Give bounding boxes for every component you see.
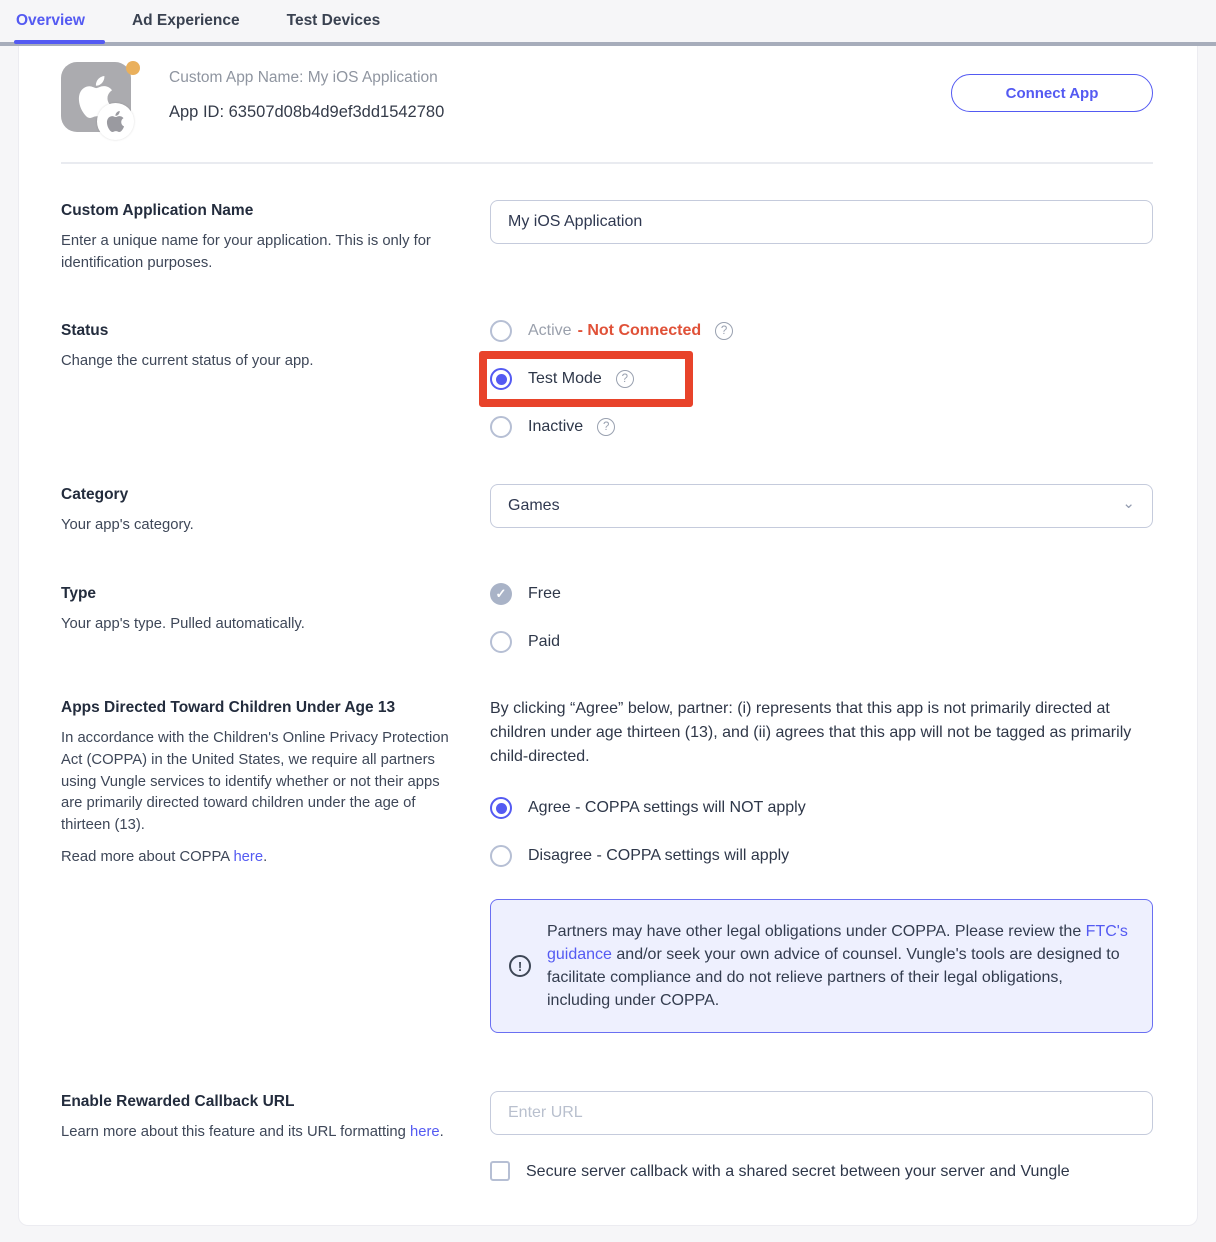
coppa-notice-box (490, 899, 1153, 1033)
custom-application-name-title: Custom Application Name (61, 202, 254, 219)
radio-button-test-mode[interactable] (490, 368, 512, 390)
help-icon[interactable]: ? (597, 418, 615, 436)
type-free-label: Free (528, 585, 561, 603)
coppa-description: In accordance with the Children's Online Privacy Protection Act (COPPA) in the United States, we require all partners using Vungle services to identify whether or not their apps are primarily directed toward children under the age of thirteen (13). (61, 729, 449, 834)
row-coppa (61, 697, 1153, 1033)
radio-button-paid[interactable] (490, 631, 512, 653)
custom-app-name-line: Custom App Name: My iOS Application (169, 69, 438, 86)
secure-callback-row (490, 1159, 1153, 1184)
status-option-inactive[interactable] (490, 416, 1153, 438)
status-option-test-mode[interactable] (490, 368, 1153, 390)
ftc-guidance-link[interactable]: FTC's guidance (547, 923, 1128, 964)
callback-title: Enable Rewarded Callback URL (61, 1093, 295, 1111)
ios-platform-badge (97, 103, 134, 140)
status-inactive-label: Inactive (528, 418, 584, 436)
tab-bar (0, 0, 1216, 46)
app-overview-card (18, 46, 1198, 1226)
row-category (61, 484, 1153, 537)
tab-test-devices[interactable]: Test Devices (286, 12, 381, 29)
callback-url-input[interactable] (490, 1091, 1153, 1135)
app-id-line: App ID: 63507d08b4d9ef3dd1542780 (169, 103, 445, 121)
type-description: Your app's type. Pulled automatically. (61, 615, 305, 632)
category-title: Category (61, 486, 129, 504)
tab-overview[interactable]: Overview (16, 2, 85, 40)
settings-form (19, 164, 1197, 1184)
help-icon[interactable]: ? (715, 322, 733, 340)
radio-button-disagree[interactable] (490, 845, 512, 867)
callback-description-text: Learn more about this feature and its URL formatting (61, 1123, 411, 1140)
row-rewarded-callback (61, 1091, 1153, 1184)
row-type (61, 583, 1153, 653)
notice-text-before: Partners may have other legal obligations under COPPA. Please review the (547, 923, 1086, 941)
app-header-text (169, 62, 444, 122)
coppa-notice-text (547, 920, 1130, 1012)
status-description: Change the current status of your app. (61, 353, 314, 370)
type-title: Type (61, 585, 97, 603)
callback-description-period: . (439, 1123, 444, 1140)
coppa-title: Apps Directed Toward Children Under Age 13 (61, 699, 396, 717)
radio-button-active[interactable] (490, 320, 512, 342)
category-description: Your app's category. (61, 517, 194, 534)
type-option-paid[interactable] (490, 631, 1153, 653)
alert-icon: ! (509, 955, 531, 977)
secure-callback-label: Secure server callback with a shared secret between your server and Vungle (526, 1163, 1070, 1181)
notice-text-after: and/or seek your own advice of counsel. Vungle's tools are designed to facilitate compliance and do not relieve partners of their legal obligations, including under COPPA. (547, 946, 1120, 1010)
coppa-agree-label: Agree - COPPA settings will NOT apply (528, 799, 806, 817)
callback-here-link[interactable]: here (410, 1123, 440, 1140)
coppa-read-more-period: . (263, 849, 268, 866)
coppa-here-link[interactable]: here (233, 849, 264, 866)
coppa-disagree-label: Disagree - COPPA settings will apply (528, 847, 790, 865)
help-icon[interactable]: ? (616, 370, 634, 388)
connect-app-button[interactable]: Connect App (951, 74, 1153, 112)
status-test-mode-label: Test Mode (528, 370, 602, 388)
status-not-connected-label: - Not Connected (577, 322, 702, 340)
coppa-read-more-text: Read more about COPPA (61, 849, 234, 866)
type-paid-label: Paid (528, 633, 561, 651)
callback-description (61, 1122, 458, 1144)
type-option-free (490, 583, 1153, 605)
category-selected-value: Games (508, 497, 560, 515)
coppa-option-agree[interactable] (490, 797, 1153, 819)
status-title: Status (61, 322, 109, 340)
category-select[interactable] (490, 484, 1153, 528)
row-custom-application-name (61, 200, 1153, 274)
chevron-down-icon: ⌄ (1122, 494, 1135, 512)
apple-app-icon (61, 62, 131, 132)
status-option-active[interactable] (490, 320, 1153, 342)
secure-callback-checkbox[interactable] (490, 1161, 510, 1181)
coppa-option-disagree[interactable] (490, 845, 1153, 867)
coppa-agreement-text: By clicking “Agree” below, partner: (i) represents that this app is not primarily directed at children under age thirteen (13), and (ii) agrees that this app will not be tagged as primarily child-directed. (490, 700, 1132, 766)
radio-button-inactive[interactable] (490, 416, 512, 438)
app-header (19, 46, 1197, 132)
status-dot (126, 61, 140, 75)
apple-logo-icon (105, 111, 126, 132)
row-status (61, 320, 1153, 438)
radio-button-agree[interactable] (490, 797, 512, 819)
custom-application-name-description: Enter a unique name for your application. This is only for identification purposes. (61, 232, 431, 271)
check-icon: ✓ (490, 583, 512, 605)
app-name-input[interactable] (490, 200, 1153, 244)
tab-ad-experience[interactable]: Ad Experience (131, 12, 240, 29)
status-active-label: Active (528, 322, 572, 340)
coppa-read-more (61, 847, 458, 869)
